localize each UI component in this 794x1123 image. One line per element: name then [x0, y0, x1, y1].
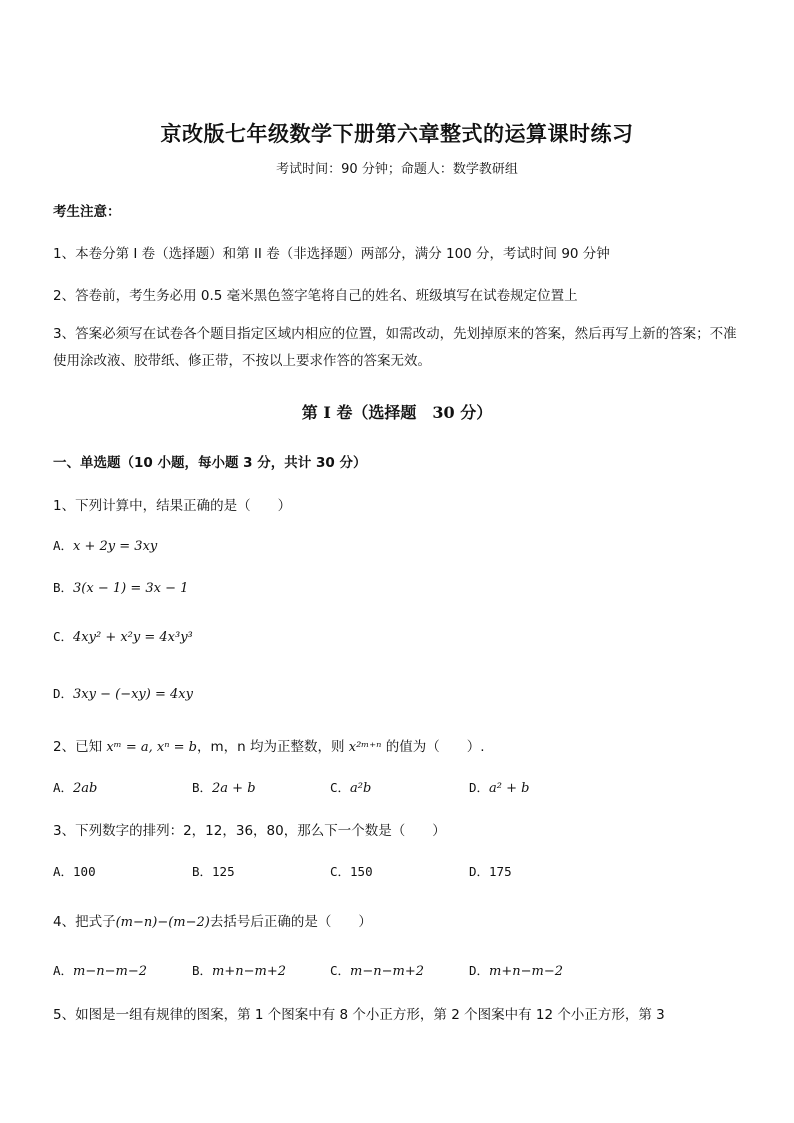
question-3-option-c[interactable] — [330, 862, 373, 880]
option-label: A． — [53, 538, 74, 553]
question-4-option-c[interactable] — [330, 961, 424, 979]
question-1-option-c[interactable] — [53, 627, 193, 645]
option-label: C． — [330, 864, 351, 879]
option-value: 125 — [212, 864, 235, 879]
option-value: 175 — [489, 864, 512, 879]
stem-text: 去括号后正确的是（ ） — [209, 914, 372, 930]
option-math: m−n−m−2 — [73, 964, 148, 979]
page-title: 京改版七年级数学下册第六章整式的运算课时练习 — [160, 121, 634, 146]
exam-info: 考试时间：90 分钟；命题人：数学教研组 — [276, 162, 518, 177]
stem-math: x²ᵐ⁺ⁿ — [348, 740, 382, 755]
option-math: m+n−m+2 — [212, 964, 287, 979]
option-value: 100 — [73, 864, 96, 879]
stem-text: ，m，n 均为正整数，则 — [196, 739, 345, 755]
stem-text: 4、把式子 — [53, 914, 116, 930]
question-5-stem: 5、如图是一组有规律的图案，第 1 个图案中有 8 个小正方形，第 2 个图案中有 12 个小正方形，第 3 — [53, 1007, 665, 1023]
option-math: 4xy² + x²y = 4x³y³ — [73, 630, 193, 645]
question-3-option-b[interactable] — [192, 862, 235, 880]
question-3-stem: 3、下列数字的排列：2，12，36，80，那么下一个数是（ ） — [53, 823, 446, 839]
question-4-option-d[interactable] — [469, 961, 563, 979]
option-math: x + 2y = 3xy — [73, 539, 158, 554]
question-2-option-c[interactable] — [330, 778, 371, 796]
section-title: 第 I 卷（选择题 30 分） — [301, 403, 493, 422]
question-1-option-b[interactable] — [53, 578, 188, 596]
question-3-option-a[interactable] — [53, 862, 96, 880]
note-item: 3、答案必须写在试卷各个题目指定区域内相应的位置，如需改动，先划掉原来的答案，然后再写上新的答案；不准使用涂改液、胶带纸、修正带，不按以上要求作答的答案无效。 — [53, 326, 737, 369]
question-1-stem: 1、下列计算中，结果正确的是（ ） — [53, 498, 292, 514]
question-1-option-a[interactable] — [53, 536, 157, 554]
question-4-stem — [53, 910, 372, 930]
stem-math: xᵐ = a, xⁿ = b — [106, 740, 197, 755]
option-label: C． — [330, 963, 351, 978]
option-label: A． — [53, 963, 74, 978]
option-label: D． — [469, 864, 490, 879]
option-math: 2a + b — [212, 781, 256, 796]
option-value: 150 — [350, 864, 373, 879]
question-2-option-a[interactable] — [53, 778, 97, 796]
question-2-stem — [53, 735, 485, 755]
option-label: B． — [53, 580, 74, 595]
note-item: 2、答卷前，考生务必用 0.5 毫米黑色签字笔将自己的姓名、班级填写在试卷规定位置上 — [53, 288, 578, 304]
question-2-option-d[interactable] — [469, 778, 529, 796]
option-label: A． — [53, 864, 74, 879]
stem-math: (m−n)−(m−2) — [115, 915, 210, 930]
option-label: D． — [469, 780, 490, 795]
stem-text: 2、已知 — [53, 739, 103, 755]
question-2-option-b[interactable] — [192, 778, 256, 796]
option-label: C． — [53, 629, 74, 644]
option-math: a² + b — [489, 781, 530, 796]
option-math: 3(x − 1) = 3x − 1 — [73, 581, 189, 596]
part-heading: 一、单选题（10 小题，每小题 3 分，共计 30 分） — [53, 455, 367, 471]
option-label: B． — [192, 864, 213, 879]
question-3-option-d[interactable] — [469, 862, 512, 880]
option-label: A． — [53, 780, 74, 795]
option-label: B． — [192, 780, 213, 795]
option-math: 2ab — [73, 781, 98, 796]
note-item: 1、本卷分第 I 卷（选择题）和第 II 卷（非选择题）两部分，满分 100 分，考试时间 90 分钟 — [53, 246, 610, 262]
question-4-option-a[interactable] — [53, 961, 147, 979]
question-1-option-d[interactable] — [53, 684, 193, 702]
option-label: D． — [469, 963, 490, 978]
option-math: m−n−m+2 — [350, 964, 425, 979]
question-4-option-b[interactable] — [192, 961, 286, 979]
option-math: 3xy − (−xy) = 4xy — [73, 687, 193, 702]
option-label: C． — [330, 780, 351, 795]
option-label: D． — [53, 686, 74, 701]
option-math: m+n−m−2 — [489, 964, 564, 979]
stem-text: 的值为（ ）. — [385, 739, 485, 755]
notes-heading: 考生注意： — [53, 204, 121, 220]
option-math: a²b — [350, 781, 372, 796]
option-label: B． — [192, 963, 213, 978]
